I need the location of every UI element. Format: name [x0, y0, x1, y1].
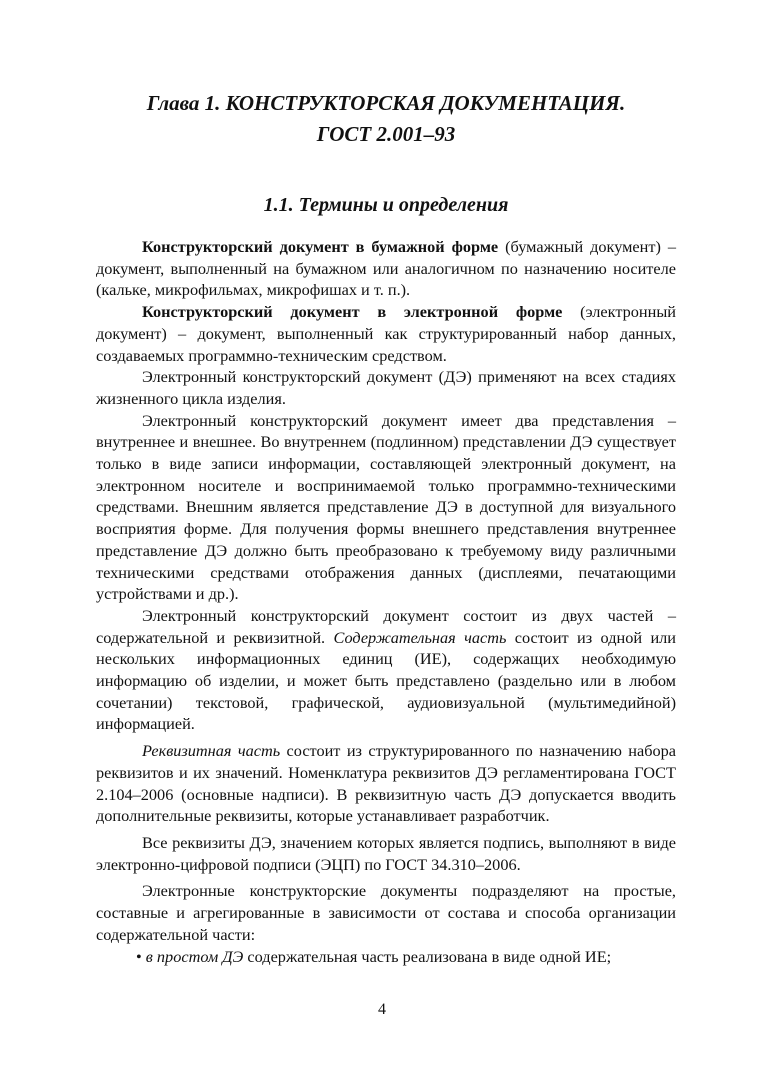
paragraph-requisite-part — [96, 740, 676, 827]
term-requisite-part: Реквизитная часть — [142, 741, 281, 761]
term-electronic-document: Конструкторский документ в электронной форме — [142, 302, 563, 322]
list-item-simple-document-text: содержательная часть реализована в виде одной ИЕ; — [243, 946, 612, 966]
paragraph-paper-document — [96, 236, 676, 301]
body-text — [96, 236, 676, 967]
term-paper-document: Конструкторский документ в бумажной форме — [142, 237, 499, 256]
bullet-marker: • — [136, 946, 142, 966]
paragraph-electronic-document — [96, 301, 676, 366]
section-title: 1.1. Термины и определения — [263, 194, 509, 216]
chapter-title-line-2: ГОСТ 2.001–93 — [316, 122, 456, 146]
chapter-title — [96, 88, 676, 150]
paragraph-requisite-part-text: состоит из структурированного по назначению набора реквизитов и их значений. Номенклатура реквизитов ДЭ регламентирована ГОСТ 2.104–2006 (основные надписи). В реквизитную часть ДЭ допускается вводить дополнительные реквизиты, которые устанавливает разработчик. — [96, 741, 676, 826]
term-content-part: Содержательная часть — [333, 627, 507, 647]
chapter-title-line-1: Глава 1. КОНСТРУКТОРСКАЯ ДОКУМЕНТАЦИЯ. — [146, 91, 626, 115]
paragraph-representations: Электронный конструкторский документ имеет два представления – внутреннее и внешнее. Во внутреннем (подлинном) представлении ДЭ существует только в виде записи информации, составляющей электронный документ, на электронном носителе и воспринимаемой только программно-техническими средствами. Внешним является представление ДЭ в доступной для визуального восприятия форме. Для получения формы внешнего представления внутреннее представление ДЭ должно быть преобразовано к требуемому виду различными техническими средствами отображения данных (дисплеями, печатающими устройствами и др.). — [96, 410, 676, 604]
paragraph-lifecycle: Электронный конструкторский документ (ДЭ) применяют на всех стадиях жизненного цикла изделия. — [96, 367, 676, 408]
paragraph-parts-text-a: Электронный конструкторский документ состоит из двух частей – содержательной и реквизитной. — [96, 605, 676, 647]
paragraph-paper-document-text: (бумажный документ) – документ, выполненный на бумажном или аналогичном по назначению носителе (кальке, микрофильмах, микрофишах и т. п.). — [96, 237, 676, 300]
paragraph-electronic-document-text: (электронный документ) – документ, выполненный как структурированный набор данных, создаваемых программно-техническим средством. — [96, 302, 677, 365]
paragraph-parts-text-b: состоит из одной или нескольких информационных единиц (ИЕ), содержащих необходимую информацию об изделии, и может быть представлено (раздельно или в любом сочетании) текстовой, графической, аудиовизуальной (мультимедийной) информацией. — [96, 627, 676, 734]
list-item-simple-document — [96, 946, 676, 968]
paragraph-classification: Электронные конструкторские документы подразделяют на простые, составные и агрегированные в зависимости от состава и способа организации содержательной части: — [96, 881, 676, 944]
page-number: 4 — [378, 1001, 386, 1018]
term-simple-document: в простом ДЭ — [145, 946, 244, 966]
paragraph-signature: Все реквизиты ДЭ, значением которых является подпись, выполняют в виде электронно-цифровой подписи (ЭЦП) по ГОСТ 34.310–2006. — [96, 832, 676, 874]
paragraph-parts — [96, 605, 676, 735]
